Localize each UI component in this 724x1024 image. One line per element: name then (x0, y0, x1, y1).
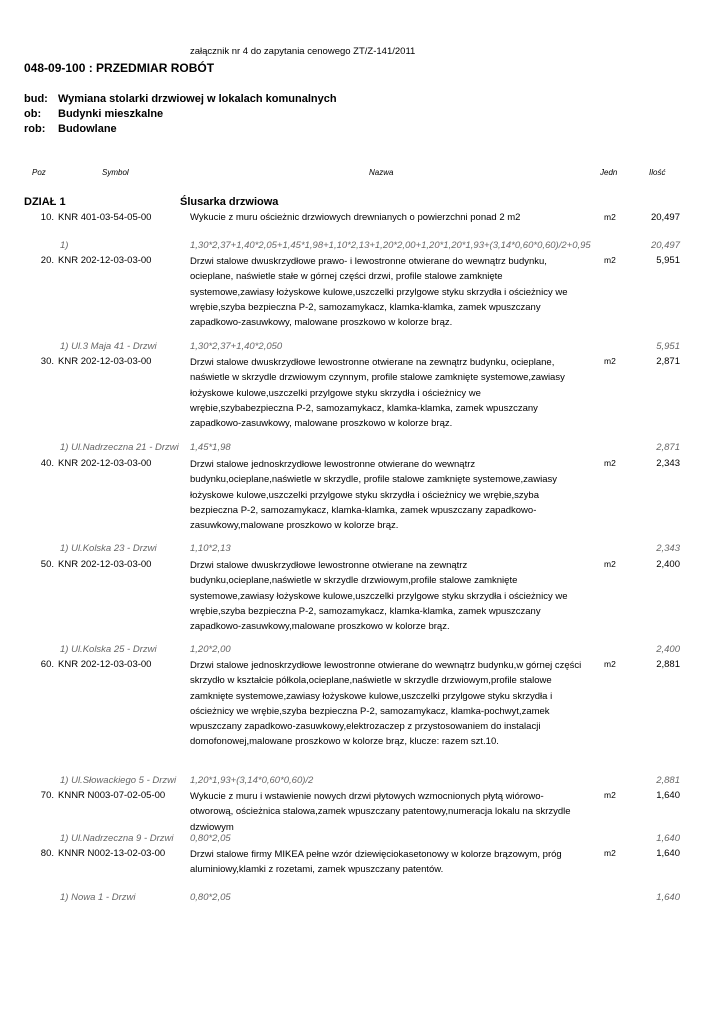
item-description: Drzwi stalowe firmy MIKEA pełne wzór dziewięciokasetonowy w kolorze brązowym, próg aluminiowy,klamki z rozetami, zamek wpuszczany patentów. (190, 849, 562, 876)
calc-label: 1) Ul.Nadrzeczna 21 - Drzwi (60, 442, 179, 453)
attachment-note: załącznik nr 4 do zapytania cenowego ZT/Z-141/2011 (190, 46, 416, 57)
calc-quantity: 1,640 (656, 892, 680, 903)
meta-value: Budowlane (58, 123, 117, 135)
calc-label: 1) Nowa 1 - Drzwi (60, 892, 136, 903)
item-number: 80. (40, 848, 54, 859)
item-number: 30. (40, 356, 54, 367)
column-header-ilosc: Ilość (649, 168, 666, 177)
item-description: Drzwi stalowe dwuskrzydłowe lewostronne otwierane na zewnątrz budynku, ocieplane, naświetle w skrzydle drzwiowym czynnym, profile stalowe zamknięte systemowe,zawiasy łożyskowe kulowe,uszczelki przylgowe styku skrzydła i ościeżnicy we wrębie,szybabezpieczna P-2, samozamykacz, klamka-klamka, zamek wpuszczany zapadkowo-zasuwkowy, malowane proszkowo w kolorze brąz. (190, 357, 565, 430)
calc-formula: 1,20*2,00 (190, 644, 231, 655)
item-unit: m2 (604, 659, 616, 669)
item-symbol: KNNR N003-07-02-05-00 (58, 790, 166, 801)
calc-formula: 1,30*2,37+1,40*2,050 (190, 341, 283, 352)
item-unit: m2 (604, 255, 616, 265)
calc-formula: 0,80*2,05 (190, 892, 231, 903)
item-symbol: KNR 202-12-03-03-00 (58, 356, 152, 367)
item-symbol: KNNR N002-13-02-03-00 (58, 848, 166, 859)
meta-value: Budynki mieszkalne (58, 108, 164, 120)
item-unit: m2 (604, 559, 616, 569)
item-description: Drzwi stalowe jednoskrzydłowe lewostronne otwierane do wewnątrz budynku,ocieplane,naświetle w skrzydle, profile stalowe zamknięte systemowe,zawiasy łożyskowe kulowe,uszczelki przylgowe styku skrzydła i ościeżnicy we wrębie,szyba bezpieczna P-2, samozamykacz, klamka-klamka, zamek wpuszczany zapadkowo-zasuwkowy,malowane proszkowo w kolorze brąz. (190, 459, 557, 532)
item-quantity: 1,640 (656, 790, 680, 801)
item-symbol: KNR 401-03-54-05-00 (58, 212, 152, 223)
calc-formula: 1,30*2,37+1,40*2,05+1,45*1,98+1,10*2,13+1,20*2,00+1,20*1,20*1,93+(3,14*0,60*0,60)/2+0,95 (190, 240, 591, 251)
calc-quantity: 2,400 (656, 644, 680, 655)
meta-key: rob: (24, 123, 46, 135)
item-unit: m2 (604, 790, 616, 800)
item-quantity: 2,400 (656, 559, 680, 570)
item-symbol: KNR 202-12-03-03-00 (58, 458, 152, 469)
calc-quantity: 20,497 (650, 240, 680, 251)
item-symbol: KNR 202-12-03-03-00 (58, 659, 152, 670)
item-description: Drzwi stalowe jednoskrzydłowe lewostronne otwierane do wewnątrz budynku,w górnej części skrzydło w kształcie półkola,ocieplane,naświetle w skrzydle drzwiowym,profile stalowe zamknięte systemowe,zawiasy łożyskowe kulowe,uszczelki przylgowe styku skrzydła i ościeżnicy we wrębie,szyba bezpieczna P-2, samozamykacz, klamka-pochwyt,zamek wpuszczany zapadkowo-zasuwkowy,elektrozaczep z przystosowaniem do instalacji domofonowej,malowane proszkowo w kolorze brąz, klucze: razem szt.10. (190, 660, 582, 748)
item-description: Wykucie z muru ościeżnic drzwiowych drewnianych o powierzchni ponad 2 m2 (190, 212, 521, 223)
calc-quantity: 5,951 (656, 341, 680, 352)
section-name: Ślusarka drzwiowa (180, 196, 279, 208)
calc-label: 1) Ul.Słowackiego 5 - Drzwi (60, 775, 177, 786)
item-unit: m2 (604, 356, 616, 366)
item-symbol: KNR 202-12-03-03-00 (58, 255, 152, 266)
column-header-jedn: Jedn (600, 168, 618, 177)
item-quantity: 2,871 (656, 356, 680, 367)
item-number: 50. (40, 559, 54, 570)
page-title: 048-09-100 : PRZEDMIAR ROBÓT (24, 61, 215, 75)
item-quantity: 5,951 (656, 255, 680, 266)
calc-quantity: 2,343 (656, 543, 680, 554)
calc-label: 1) (60, 240, 69, 251)
meta-key: bud: (24, 93, 48, 105)
meta-value: Wymiana stolarki drzwiowej w lokalach komunalnych (58, 93, 337, 105)
item-number: 10. (40, 212, 54, 223)
item-number: 70. (40, 790, 54, 801)
item-unit: m2 (604, 458, 616, 468)
calc-formula: 1,20*1,93+(3,14*0,60*0,60)/2 (190, 775, 314, 786)
meta-key: ob: (24, 108, 42, 120)
column-header-symbol: Symbol (102, 168, 129, 177)
item-quantity: 20,497 (650, 212, 680, 223)
calc-label: 1) Ul.3 Maja 41 - Drzwi (60, 341, 157, 352)
item-quantity: 2,343 (656, 458, 680, 469)
item-description: Drzwi stalowe dwuskrzydłowe lewostronne otwierane na zewnątrz budynku,ocieplane,naświetle w skrzydle drzwiowym,profile stalowe zamknięte systemowe,zawiasy łożyskowe kulowe,uszczelki przylgowe styku skrzydła i ościeżnicy we wrębie,szyba bezpieczna P-2, samozamykacz, klamka-klamka, zamek wpuszczany zapadkowo-zasuwkowy,malowane proszkowo w kolorze brąz. (190, 560, 568, 633)
calc-quantity: 1,640 (656, 833, 680, 844)
calc-formula: 1,45*1,98 (190, 442, 231, 453)
calc-label: 1) Ul.Kolska 23 - Drzwi (60, 543, 157, 554)
column-header-nazwa: Nazwa (369, 168, 394, 177)
item-description: Drzwi stalowe dwuskrzydłowe prawo- i lewostronne otwierane do wewnątrz budynku, ocieplane, naświetle stałe w górnej części drzwi, profile stalowe zamknięte systemowe,zawiasy łożyskowe kulowe,uszczelki przylgowe styku skrzydła i ościeżnicy we wrębie,szyba bezpieczna P-2, samozamykacz, klamka-klamka, zamek wpuszczany zapadkowo-zasuwkowy, malowane proszkowo w kolorze brąz. (190, 256, 568, 329)
calc-formula: 0,80*2,05 (190, 833, 231, 844)
item-symbol: KNR 202-12-03-03-00 (58, 559, 152, 570)
item-quantity: 2,881 (656, 659, 680, 670)
column-header-poz: Poz (32, 168, 46, 177)
item-unit: m2 (604, 212, 616, 222)
calc-label: 1) Ul.Kolska 25 - Drzwi (60, 644, 157, 655)
item-number: 60. (40, 659, 54, 670)
section-label: DZIAŁ 1 (24, 196, 66, 208)
item-number: 40. (40, 458, 54, 469)
calc-quantity: 2,871 (656, 442, 680, 453)
item-quantity: 1,640 (656, 848, 680, 859)
calc-formula: 1,10*2,13 (190, 543, 231, 554)
item-description: Wykucie z muru i wstawienie nowych drzwi płytowych wzmocnionych płytą wiórowo-otworową, ościeżnica stalowa,zamek wpuszczany patentowy,numeracja lokalu na skrzydle dzwiowym (190, 791, 571, 833)
calc-label: 1) Ul.Nadrzeczna 9 - Drzwi (60, 833, 174, 844)
calc-quantity: 2,881 (656, 775, 680, 786)
item-number: 20. (40, 255, 54, 266)
item-unit: m2 (604, 848, 616, 858)
